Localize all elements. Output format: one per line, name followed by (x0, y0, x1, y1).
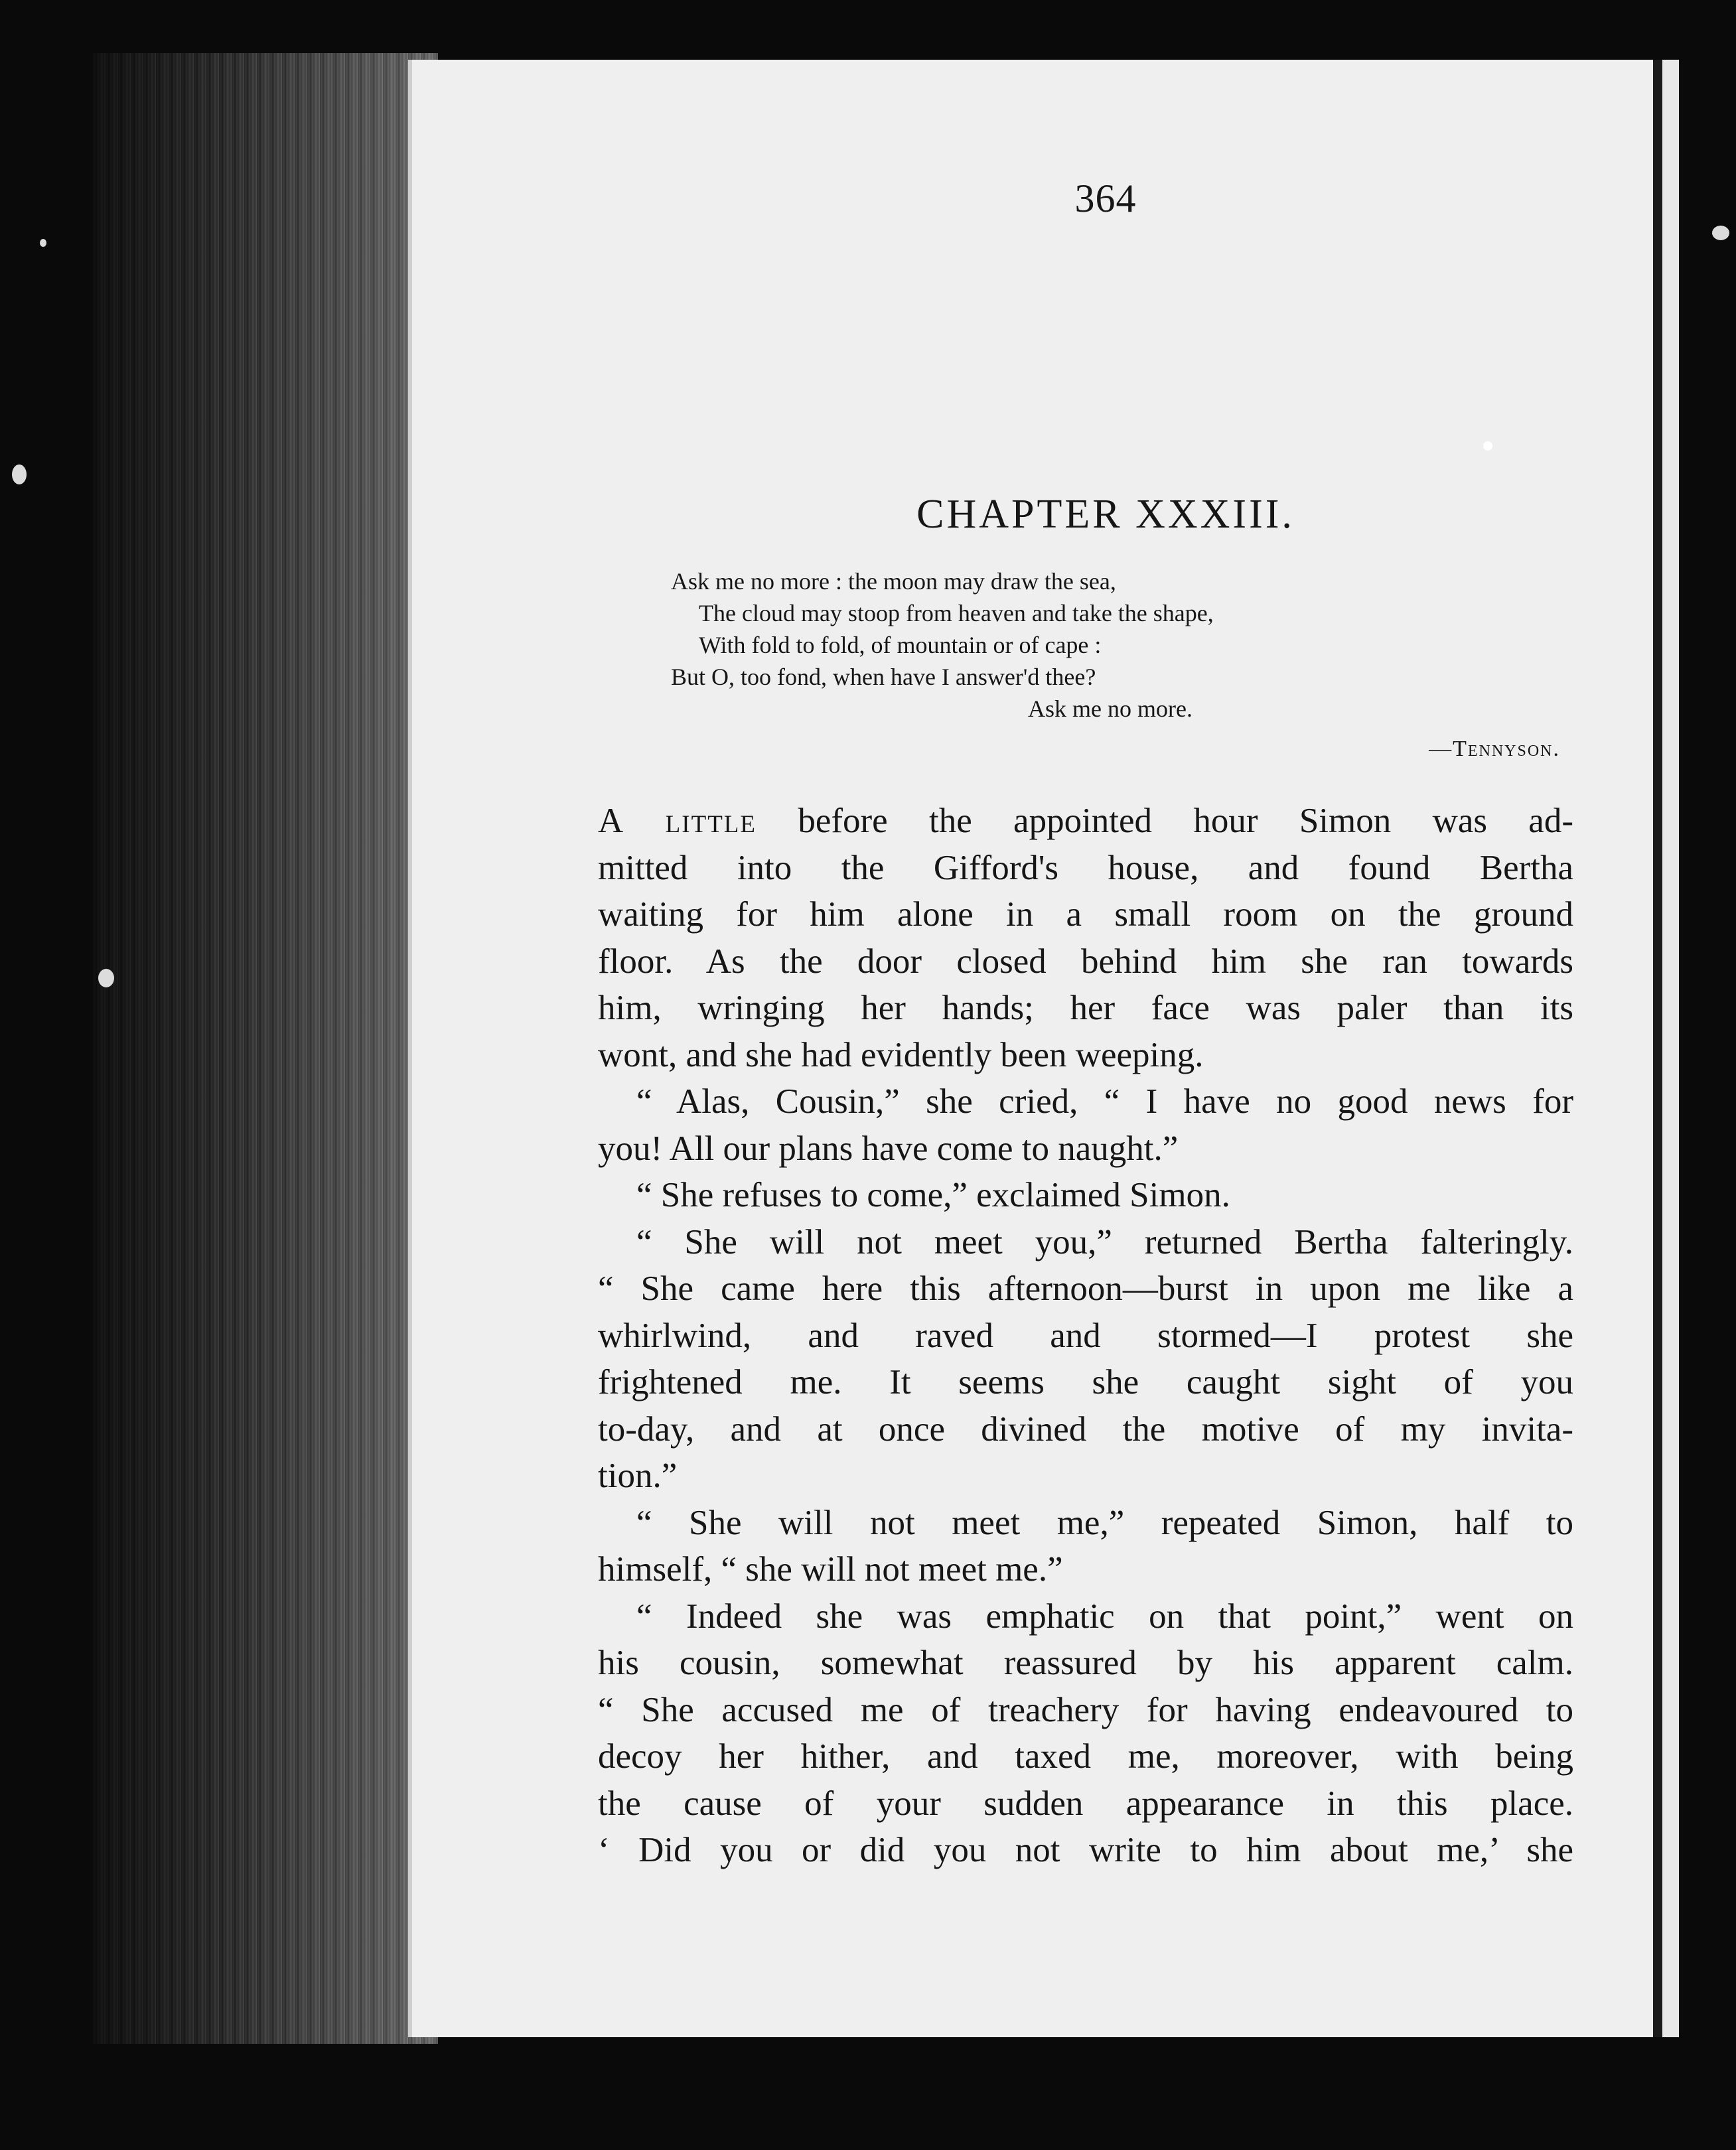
page-number: 364 (1074, 177, 1137, 220)
epigraph-line: But O, too fond, when have I answer'd thee? (671, 664, 1096, 690)
scan-speck (40, 239, 46, 247)
body-line: “ She accused me of treachery for having endeavoured to (598, 1690, 1573, 1729)
body-line: decoy her hither, and taxed me, moreover, with being (598, 1737, 1573, 1776)
body-line-text: before the appointed hour Simon was ad- (757, 802, 1573, 840)
body-line: floor. As the door closed behind him she ran towards (598, 942, 1573, 981)
epigraph-line: With fold to fold, of mountain or of cape : (699, 632, 1102, 658)
body-line: him, wringing her hands; her face was paler than its (598, 989, 1573, 1027)
body-line: “ She came here this afternoon—burst in upon me like a (598, 1269, 1573, 1308)
epigraph-attribution (1429, 737, 1560, 762)
epigraph-line: Ask me no more : the moon may draw the sea, (671, 568, 1116, 595)
body-line: “ Indeed she was emphatic on that point,” went on (636, 1597, 1573, 1636)
body-line (598, 798, 1573, 845)
epigraph-line: The cloud may stoop from heaven and take the shape, (699, 600, 1214, 626)
body-line: to-day, and at once divined the motive of my invita- (598, 1409, 1573, 1449)
body-line: “ She will not meet me,” repeated Simon, half to (636, 1503, 1573, 1542)
body-line: you! All our plans have come to naught.” (598, 1129, 1179, 1168)
body-line: “ Alas, Cousin,” she cried, “ I have no good news for (636, 1082, 1573, 1121)
book-page (408, 60, 1653, 2037)
scan-speck (1712, 226, 1729, 240)
body-line: his cousin, somewhat reassured by his apparent calm. (598, 1644, 1573, 1682)
body-line: whirlwind, and raved and stormed—I protest she (598, 1316, 1573, 1355)
body-line: “ She will not meet you,” returned Bertha falteringly. (636, 1222, 1573, 1261)
body-line: mitted into the Gifford's house, and found Bertha (598, 848, 1573, 887)
next-page-edge (1662, 60, 1679, 2037)
attribution-text: —Tennyson. (1429, 737, 1560, 761)
body-line: waiting for him alone in a small room on the ground (598, 895, 1573, 934)
body-line: himself, “ she will not meet me.” (598, 1550, 1063, 1589)
body-line: ‘ Did you or did you not write to him about me,’ she (598, 1831, 1573, 1869)
scan-speck (98, 969, 114, 987)
epigraph-line: Ask me no more. (1028, 695, 1193, 722)
opening-word: A little (598, 802, 757, 840)
book-page-edges (93, 53, 438, 2044)
body-text (598, 798, 1573, 1874)
body-line: the cause of your sudden appearance in this place. (598, 1784, 1573, 1823)
chapter-title: CHAPTER XXXIII. (916, 492, 1295, 537)
scan-speck (1483, 441, 1492, 451)
body-line: wont, and she had evidently been weeping. (598, 1035, 1204, 1074)
body-line: frightened me. It seems she caught sight of you (598, 1363, 1573, 1401)
body-line: tion.” (598, 1457, 678, 1495)
epigraph (671, 565, 1467, 725)
scan-speck (12, 465, 27, 484)
body-line: “ She refuses to come,” exclaimed Simon. (636, 1176, 1230, 1214)
